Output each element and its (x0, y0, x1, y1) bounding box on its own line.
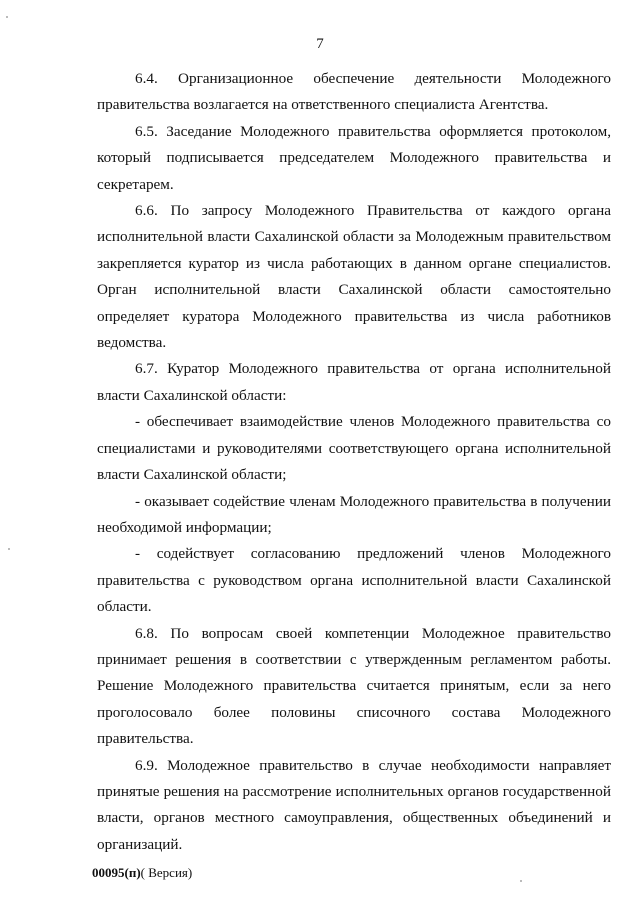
version-label: ( Версия) (140, 865, 193, 880)
paragraph-6-6: 6.6. По запросу Молодежного Правительства от каждого органа исполнительной власти Сахалинской области за Молодежным правительством закрепляется куратор из числа работающих в данном органе специалистов. Орган исполнительной власти Сахалинской области самостоятельно определяет куратора Молодежного правительства из числа работников ведомства. (97, 202, 611, 352)
document-footer (92, 865, 192, 881)
page-number: 7 (316, 36, 324, 52)
paragraph-6-7: 6.7. Куратор Молодежного правительства от органа исполнительной власти Сахалинской области: (97, 360, 611, 404)
paragraph-6-5: 6.5. Заседание Молодежного правительства оформляется протоколом, который подписывается председателем Молодежного правительства и секретарем. (97, 122, 611, 193)
list-item-interaction: - обеспечивает взаимодействие членов Молодежного правительства со специалистами и руководителями соответствующего органа исполнительной власти Сахалинской области; (97, 413, 611, 484)
document-code: 00095(п) (92, 865, 141, 880)
document-body (97, 66, 611, 858)
scan-speck (520, 880, 522, 882)
paragraph-6-8: 6.8. По вопросам своей компетенции Молодежное правительство принимает решения в соответствии с утвержденным регламентом работы. Решение Молодежного правительства считается принятым, если за него проголосовало более половины списочного состава Молодежного правительства. (97, 624, 611, 748)
paragraph-6-4: 6.4. Организационное обеспечение деятельности Молодежного правительства возлагается на ответственного специалиста Агентства. (97, 70, 611, 114)
paragraph-6-9: 6.9. Молодежное правительство в случае необходимости направляет принятые решения на рассмотрение исполнительных органов государственной власти, органов местного самоуправления, общественных объединений и организаций. (97, 756, 611, 853)
scan-speck (6, 16, 8, 18)
list-item-coordination: - содействует согласованию предложений членов Молодежного правительства с руководством органа исполнительной власти Сахалинской области. (97, 545, 611, 616)
scan-speck (8, 548, 10, 550)
list-item-assistance: - оказывает содействие членам Молодежного правительства в получении необходимой информации; (97, 492, 611, 536)
